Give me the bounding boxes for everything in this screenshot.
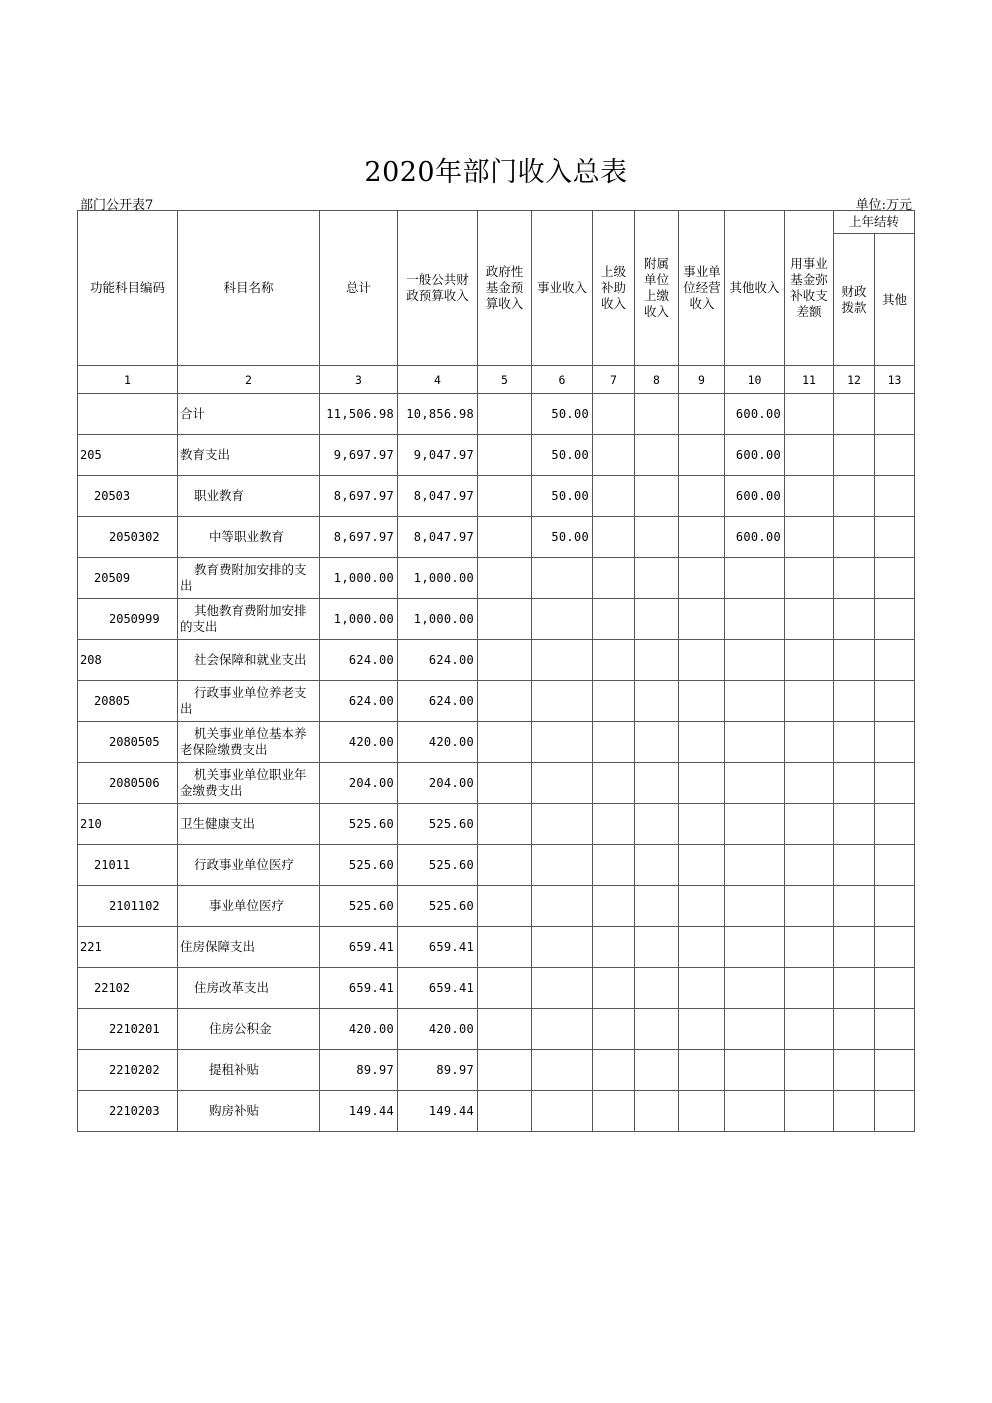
value-cell-total: 1,000.00 xyxy=(320,599,398,640)
name-cell: 购房补贴 xyxy=(178,1091,320,1132)
value-cell-carry-fiscal xyxy=(834,1009,875,1050)
value-cell-affiliated xyxy=(635,722,679,763)
value-cell-business: 50.00 xyxy=(532,435,593,476)
index-cell: 2 xyxy=(178,366,320,394)
value-cell-balance xyxy=(785,886,834,927)
value-cell-carry-other xyxy=(875,517,915,558)
value-cell-general: 8,047.97 xyxy=(398,476,478,517)
index-cell: 10 xyxy=(725,366,785,394)
table-row xyxy=(78,558,915,599)
value-cell-affiliated xyxy=(635,1091,679,1132)
value-cell-other xyxy=(725,886,785,927)
header-subsidy: 上级补助收入 xyxy=(593,211,635,366)
name-cell: 卫生健康支出 xyxy=(178,804,320,845)
code-cell: 20805 xyxy=(78,681,178,722)
value-cell-affiliated xyxy=(635,476,679,517)
name-cell: 中等职业教育 xyxy=(178,517,320,558)
value-cell-total: 11,506.98 xyxy=(320,394,398,435)
value-cell-balance xyxy=(785,1009,834,1050)
value-cell-carry-fiscal xyxy=(834,968,875,1009)
index-cell: 13 xyxy=(875,366,915,394)
value-cell-total: 624.00 xyxy=(320,681,398,722)
value-cell-other xyxy=(725,1050,785,1091)
value-cell-fund xyxy=(478,394,532,435)
value-cell-general: 659.41 xyxy=(398,927,478,968)
value-cell-fund xyxy=(478,763,532,804)
value-cell-business: 50.00 xyxy=(532,476,593,517)
value-cell-carry-other xyxy=(875,886,915,927)
value-cell-subsidy xyxy=(593,558,635,599)
value-cell-balance xyxy=(785,517,834,558)
value-cell-affiliated xyxy=(635,558,679,599)
value-cell-total: 525.60 xyxy=(320,845,398,886)
value-cell-fund xyxy=(478,517,532,558)
index-cell: 12 xyxy=(834,366,875,394)
value-cell-business xyxy=(532,804,593,845)
value-cell-carry-fiscal xyxy=(834,845,875,886)
table-row xyxy=(78,968,915,1009)
header-carryover-group: 上年结转 xyxy=(834,211,915,234)
value-cell-business xyxy=(532,845,593,886)
value-cell-subsidy xyxy=(593,517,635,558)
page-title: 2020年部门收入总表 xyxy=(364,157,628,188)
value-cell-balance xyxy=(785,476,834,517)
header-name: 科目名称 xyxy=(178,211,320,366)
code-cell: 2101102 xyxy=(78,886,178,927)
value-cell-carry-fiscal xyxy=(834,722,875,763)
value-cell-total: 624.00 xyxy=(320,640,398,681)
header-general-budget: 一般公共财政预算收入 xyxy=(398,211,478,366)
value-cell-operating xyxy=(679,558,725,599)
value-cell-total: 420.00 xyxy=(320,722,398,763)
value-cell-affiliated xyxy=(635,394,679,435)
value-cell-operating xyxy=(679,599,725,640)
name-cell: 合计 xyxy=(178,394,320,435)
value-cell-business xyxy=(532,1091,593,1132)
value-cell-carry-fiscal xyxy=(834,640,875,681)
value-cell-balance xyxy=(785,1050,834,1091)
value-cell-operating xyxy=(679,804,725,845)
name-cell: 住房保障支出 xyxy=(178,927,320,968)
value-cell-subsidy xyxy=(593,599,635,640)
value-cell-operating xyxy=(679,1091,725,1132)
value-cell-carry-fiscal xyxy=(834,1091,875,1132)
table-row xyxy=(78,435,915,476)
value-cell-operating xyxy=(679,435,725,476)
value-cell-general: 420.00 xyxy=(398,722,478,763)
value-cell-affiliated xyxy=(635,845,679,886)
value-cell-fund xyxy=(478,845,532,886)
value-cell-balance xyxy=(785,968,834,1009)
value-cell-operating xyxy=(679,763,725,804)
code-cell: 2050999 xyxy=(78,599,178,640)
value-cell-carry-fiscal xyxy=(834,886,875,927)
value-cell-carry-other xyxy=(875,599,915,640)
name-cell: 机关事业单位基本养老保险缴费支出 xyxy=(178,722,320,763)
value-cell-fund xyxy=(478,804,532,845)
value-cell-affiliated xyxy=(635,1009,679,1050)
value-cell-carry-other xyxy=(875,1050,915,1091)
value-cell-business xyxy=(532,1009,593,1050)
value-cell-balance xyxy=(785,845,834,886)
value-cell-operating xyxy=(679,886,725,927)
value-cell-balance xyxy=(785,558,834,599)
value-cell-other xyxy=(725,927,785,968)
value-cell-other xyxy=(725,845,785,886)
value-cell-subsidy xyxy=(593,681,635,722)
code-cell: 21011 xyxy=(78,845,178,886)
table-row xyxy=(78,763,915,804)
table-code: 部门公开表7 xyxy=(80,198,154,213)
value-cell-balance xyxy=(785,763,834,804)
code-cell: 210 xyxy=(78,804,178,845)
name-cell: 提租补贴 xyxy=(178,1050,320,1091)
value-cell-business xyxy=(532,927,593,968)
code-cell: 221 xyxy=(78,927,178,968)
index-cell: 9 xyxy=(679,366,725,394)
value-cell-carry-other xyxy=(875,968,915,1009)
value-cell-carry-other xyxy=(875,1009,915,1050)
value-cell-operating xyxy=(679,1050,725,1091)
value-cell-fund xyxy=(478,968,532,1009)
value-cell-carry-fiscal xyxy=(834,517,875,558)
value-cell-fund xyxy=(478,927,532,968)
value-cell-balance xyxy=(785,722,834,763)
index-cell: 5 xyxy=(478,366,532,394)
table-row xyxy=(78,845,915,886)
value-cell-other: 600.00 xyxy=(725,394,785,435)
value-cell-total: 89.97 xyxy=(320,1050,398,1091)
value-cell-subsidy xyxy=(593,1050,635,1091)
value-cell-total: 525.60 xyxy=(320,804,398,845)
value-cell-carry-other xyxy=(875,722,915,763)
value-cell-operating xyxy=(679,394,725,435)
value-cell-affiliated xyxy=(635,927,679,968)
header-other: 其他收入 xyxy=(725,211,785,366)
column-index-row xyxy=(78,366,915,394)
code-cell: 2210201 xyxy=(78,1009,178,1050)
value-cell-carry-other xyxy=(875,558,915,599)
value-cell-business: 50.00 xyxy=(532,517,593,558)
value-cell-affiliated xyxy=(635,435,679,476)
value-cell-other: 600.00 xyxy=(725,517,785,558)
value-cell-business xyxy=(532,886,593,927)
value-cell-total: 149.44 xyxy=(320,1091,398,1132)
header-carry-other: 其他 xyxy=(875,234,915,366)
value-cell-carry-other xyxy=(875,640,915,681)
value-cell-general: 1,000.00 xyxy=(398,558,478,599)
value-cell-general: 525.60 xyxy=(398,886,478,927)
value-cell-subsidy xyxy=(593,722,635,763)
value-cell-balance xyxy=(785,435,834,476)
value-cell-carry-fiscal xyxy=(834,476,875,517)
value-cell-affiliated xyxy=(635,1050,679,1091)
value-cell-carry-other xyxy=(875,476,915,517)
value-cell-balance xyxy=(785,927,834,968)
value-cell-carry-other xyxy=(875,763,915,804)
value-cell-fund xyxy=(478,681,532,722)
value-cell-fund xyxy=(478,722,532,763)
code-cell: 20509 xyxy=(78,558,178,599)
index-cell: 7 xyxy=(593,366,635,394)
value-cell-other: 600.00 xyxy=(725,476,785,517)
value-cell-carry-other xyxy=(875,1091,915,1132)
value-cell-affiliated xyxy=(635,886,679,927)
value-cell-subsidy xyxy=(593,845,635,886)
header-operating: 事业单位经营收入 xyxy=(679,211,725,366)
value-cell-general: 624.00 xyxy=(398,681,478,722)
value-cell-business: 50.00 xyxy=(532,394,593,435)
value-cell-business xyxy=(532,1050,593,1091)
name-cell: 社会保障和就业支出 xyxy=(178,640,320,681)
value-cell-other xyxy=(725,804,785,845)
value-cell-carry-fiscal xyxy=(834,1050,875,1091)
value-cell-business xyxy=(532,681,593,722)
code-cell: 208 xyxy=(78,640,178,681)
value-cell-business xyxy=(532,640,593,681)
value-cell-total: 420.00 xyxy=(320,1009,398,1050)
table-row xyxy=(78,1091,915,1132)
index-cell: 4 xyxy=(398,366,478,394)
value-cell-other xyxy=(725,599,785,640)
index-cell: 3 xyxy=(320,366,398,394)
value-cell-total: 659.41 xyxy=(320,927,398,968)
table-row xyxy=(78,517,915,558)
value-cell-general: 624.00 xyxy=(398,640,478,681)
value-cell-subsidy xyxy=(593,763,635,804)
index-cell: 1 xyxy=(78,366,178,394)
value-cell-subsidy xyxy=(593,476,635,517)
index-cell: 11 xyxy=(785,366,834,394)
table-row xyxy=(78,476,915,517)
value-cell-operating xyxy=(679,517,725,558)
value-cell-total: 1,000.00 xyxy=(320,558,398,599)
code-cell: 2080505 xyxy=(78,722,178,763)
value-cell-general: 1,000.00 xyxy=(398,599,478,640)
value-cell-subsidy xyxy=(593,1009,635,1050)
name-cell: 其他教育费附加安排的支出 xyxy=(178,599,320,640)
table-row xyxy=(78,927,915,968)
value-cell-subsidy xyxy=(593,1091,635,1132)
value-cell-operating xyxy=(679,927,725,968)
code-cell: 2050302 xyxy=(78,517,178,558)
value-cell-carry-other xyxy=(875,804,915,845)
value-cell-carry-fiscal xyxy=(834,763,875,804)
value-cell-operating xyxy=(679,640,725,681)
value-cell-fund xyxy=(478,476,532,517)
name-cell: 事业单位医疗 xyxy=(178,886,320,927)
value-cell-affiliated xyxy=(635,968,679,1009)
value-cell-carry-fiscal xyxy=(834,558,875,599)
table-row xyxy=(78,394,915,435)
value-cell-subsidy xyxy=(593,435,635,476)
value-cell-business xyxy=(532,968,593,1009)
value-cell-total: 659.41 xyxy=(320,968,398,1009)
value-cell-balance xyxy=(785,394,834,435)
header-affiliated: 附属单位上缴收入 xyxy=(635,211,679,366)
value-cell-other xyxy=(725,968,785,1009)
value-cell-operating xyxy=(679,845,725,886)
value-cell-total: 8,697.97 xyxy=(320,517,398,558)
value-cell-general: 149.44 xyxy=(398,1091,478,1132)
value-cell-fund xyxy=(478,1050,532,1091)
value-cell-operating xyxy=(679,681,725,722)
name-cell: 教育费附加安排的支出 xyxy=(178,558,320,599)
table-row xyxy=(78,599,915,640)
value-cell-other xyxy=(725,640,785,681)
name-cell: 教育支出 xyxy=(178,435,320,476)
value-cell-business xyxy=(532,722,593,763)
value-cell-fund xyxy=(478,435,532,476)
value-cell-general: 525.60 xyxy=(398,845,478,886)
code-cell: 2210203 xyxy=(78,1091,178,1132)
table-row xyxy=(78,804,915,845)
header-fund-balance: 用事业基金弥补收支差额 xyxy=(785,211,834,366)
table-body xyxy=(78,394,915,1132)
code-cell xyxy=(78,394,178,435)
table-row xyxy=(78,681,915,722)
value-cell-subsidy xyxy=(593,804,635,845)
value-cell-balance xyxy=(785,804,834,845)
table-row xyxy=(78,722,915,763)
value-cell-business xyxy=(532,558,593,599)
value-cell-affiliated xyxy=(635,763,679,804)
value-cell-carry-fiscal xyxy=(834,599,875,640)
value-cell-carry-fiscal xyxy=(834,681,875,722)
code-cell: 22102 xyxy=(78,968,178,1009)
header-gov-fund: 政府性基金预算收入 xyxy=(478,211,532,366)
value-cell-carry-fiscal xyxy=(834,435,875,476)
value-cell-business xyxy=(532,599,593,640)
value-cell-balance xyxy=(785,640,834,681)
code-cell: 2080506 xyxy=(78,763,178,804)
value-cell-carry-fiscal xyxy=(834,927,875,968)
value-cell-other xyxy=(725,558,785,599)
value-cell-subsidy xyxy=(593,927,635,968)
value-cell-carry-other xyxy=(875,394,915,435)
value-cell-fund xyxy=(478,886,532,927)
index-cell: 8 xyxy=(635,366,679,394)
value-cell-subsidy xyxy=(593,640,635,681)
header-business: 事业收入 xyxy=(532,211,593,366)
table-row xyxy=(78,1050,915,1091)
value-cell-subsidy xyxy=(593,886,635,927)
header-total: 总计 xyxy=(320,211,398,366)
value-cell-business xyxy=(532,763,593,804)
value-cell-fund xyxy=(478,640,532,681)
value-cell-general: 8,047.97 xyxy=(398,517,478,558)
value-cell-fund xyxy=(478,1091,532,1132)
value-cell-subsidy xyxy=(593,394,635,435)
value-cell-carry-other xyxy=(875,435,915,476)
table-row xyxy=(78,886,915,927)
value-cell-general: 420.00 xyxy=(398,1009,478,1050)
value-cell-affiliated xyxy=(635,517,679,558)
value-cell-affiliated xyxy=(635,804,679,845)
value-cell-general: 204.00 xyxy=(398,763,478,804)
value-cell-carry-fiscal xyxy=(834,804,875,845)
table-row xyxy=(78,1009,915,1050)
value-cell-total: 8,697.97 xyxy=(320,476,398,517)
value-cell-carry-other xyxy=(875,681,915,722)
value-cell-other xyxy=(725,722,785,763)
code-cell: 205 xyxy=(78,435,178,476)
value-cell-total: 525.60 xyxy=(320,886,398,927)
value-cell-general: 525.60 xyxy=(398,804,478,845)
index-cell: 6 xyxy=(532,366,593,394)
header-code: 功能科目编码 xyxy=(78,211,178,366)
value-cell-affiliated xyxy=(635,640,679,681)
value-cell-fund xyxy=(478,1009,532,1050)
value-cell-affiliated xyxy=(635,599,679,640)
value-cell-general: 10,856.98 xyxy=(398,394,478,435)
value-cell-carry-fiscal xyxy=(834,394,875,435)
value-cell-total: 204.00 xyxy=(320,763,398,804)
unit-label: 单位:万元 xyxy=(855,198,912,213)
value-cell-carry-other xyxy=(875,845,915,886)
value-cell-total: 9,697.97 xyxy=(320,435,398,476)
value-cell-operating xyxy=(679,1009,725,1050)
name-cell: 机关事业单位职业年金缴费支出 xyxy=(178,763,320,804)
value-cell-affiliated xyxy=(635,681,679,722)
value-cell-operating xyxy=(679,476,725,517)
table-row xyxy=(78,640,915,681)
name-cell: 行政事业单位医疗 xyxy=(178,845,320,886)
name-cell: 住房公积金 xyxy=(178,1009,320,1050)
name-cell: 职业教育 xyxy=(178,476,320,517)
value-cell-general: 9,047.97 xyxy=(398,435,478,476)
value-cell-balance xyxy=(785,681,834,722)
value-cell-other: 600.00 xyxy=(725,435,785,476)
value-cell-other xyxy=(725,763,785,804)
income-summary-table xyxy=(77,210,915,1132)
value-cell-balance xyxy=(785,599,834,640)
value-cell-carry-other xyxy=(875,927,915,968)
value-cell-other xyxy=(725,1009,785,1050)
code-cell: 20503 xyxy=(78,476,178,517)
value-cell-other xyxy=(725,1091,785,1132)
value-cell-fund xyxy=(478,558,532,599)
value-cell-fund xyxy=(478,599,532,640)
value-cell-other xyxy=(725,681,785,722)
header-carry-fiscal: 财政拨款 xyxy=(834,234,875,366)
value-cell-general: 659.41 xyxy=(398,968,478,1009)
code-cell: 2210202 xyxy=(78,1050,178,1091)
value-cell-subsidy xyxy=(593,968,635,1009)
value-cell-operating xyxy=(679,968,725,1009)
value-cell-operating xyxy=(679,722,725,763)
name-cell: 行政事业单位养老支出 xyxy=(178,681,320,722)
value-cell-balance xyxy=(785,1091,834,1132)
name-cell: 住房改革支出 xyxy=(178,968,320,1009)
value-cell-general: 89.97 xyxy=(398,1050,478,1091)
